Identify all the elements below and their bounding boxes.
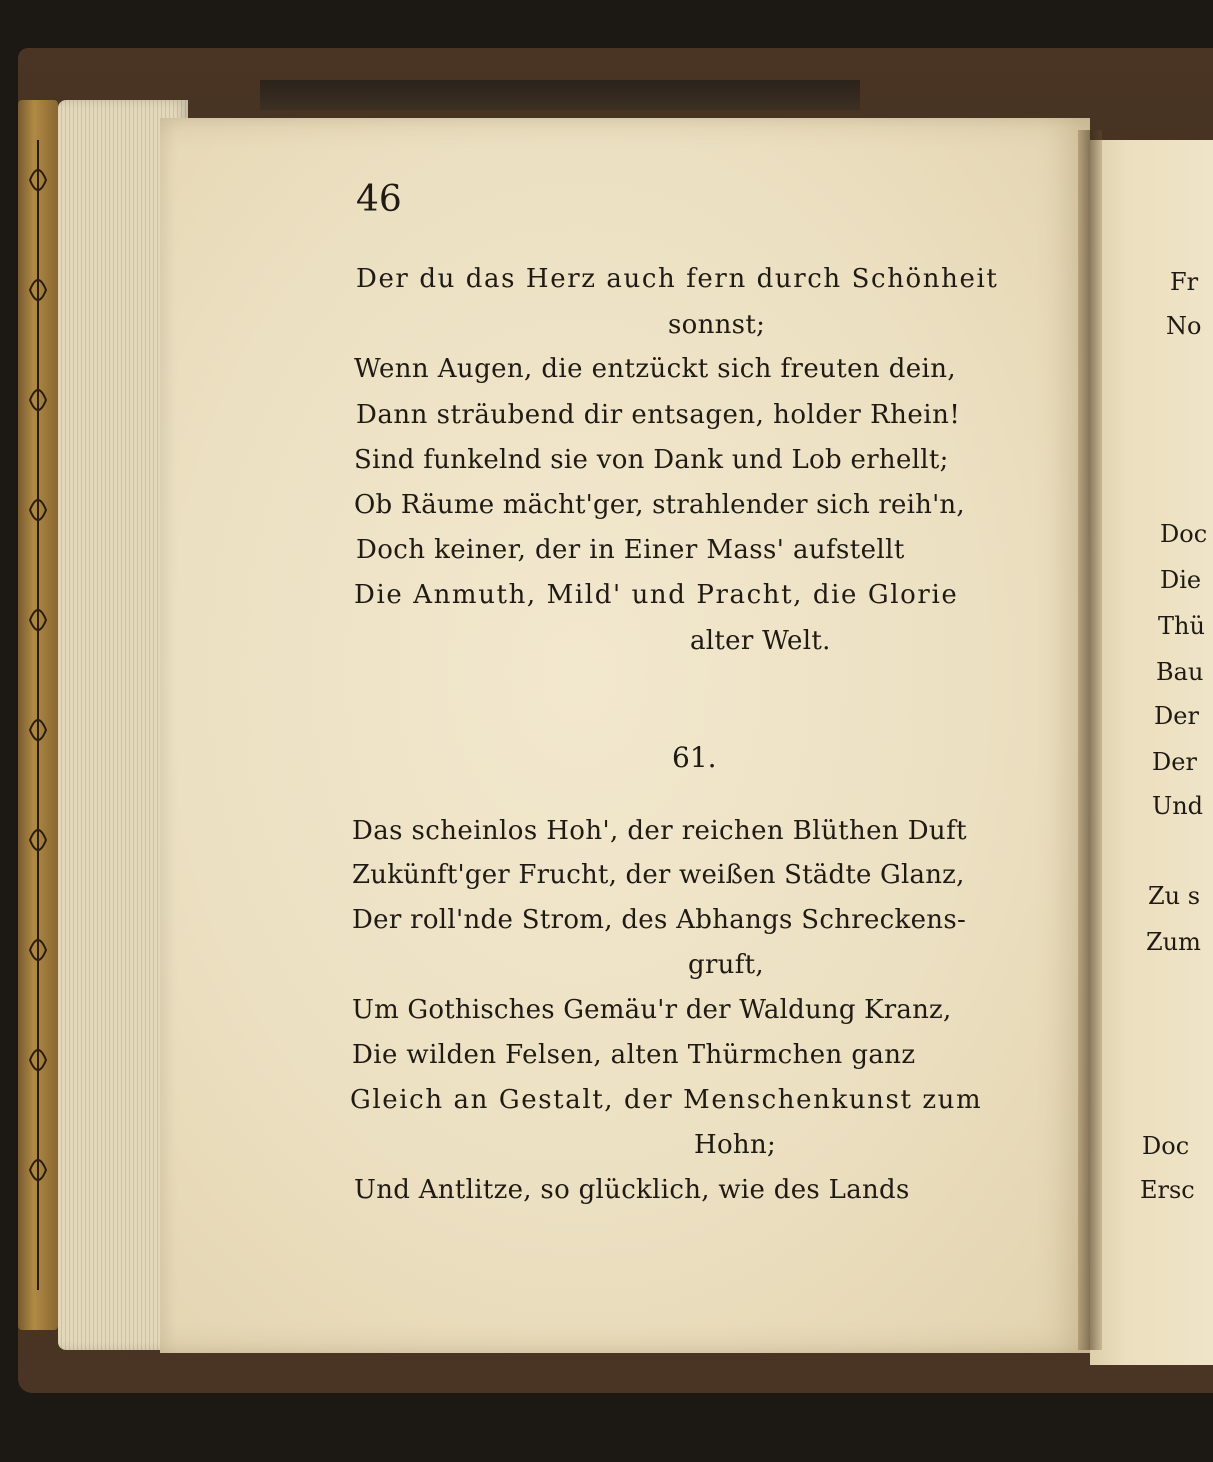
right-page-line: Fr xyxy=(1170,268,1199,296)
verse-line: Doch keiner, der in Einer Mass' aufstellt xyxy=(356,535,905,565)
right-page-line: Zu s xyxy=(1148,882,1201,910)
verse-line: Sind funkelnd sie von Dank und Lob erhellt; xyxy=(354,445,949,475)
verse-line: Gleich an Gestalt, der Menschenkunst zum xyxy=(350,1085,983,1115)
verse-line: Der roll'nde Strom, des Abhangs Schreckens- xyxy=(352,905,967,935)
verse-line: Die Anmuth, Mild' und Pracht, die Glorie xyxy=(354,580,959,610)
page-number: 46 xyxy=(356,179,402,220)
right-page-line: Thü xyxy=(1158,612,1205,640)
verse-line: Wenn Augen, die entzückt sich freuten dein, xyxy=(354,354,957,384)
right-page-line: Bau xyxy=(1156,658,1204,686)
verse-line: sonnst; xyxy=(668,310,766,340)
right-page-line: Und xyxy=(1152,792,1204,820)
headband xyxy=(260,80,860,110)
verse-line: Das scheinlos Hoh', der reichen Blüthen Duft xyxy=(352,816,967,846)
right-page-line: Ersc xyxy=(1140,1176,1195,1204)
stanza-number: 61. xyxy=(672,741,717,774)
verse-line: Die wilden Felsen, alten Thürmchen ganz xyxy=(352,1040,916,1070)
right-page-line: Die xyxy=(1160,566,1202,594)
verse-line: Zukünft'ger Frucht, der weißen Städte Glanz, xyxy=(352,860,965,890)
verse-line: Und Antlitze, so glücklich, wie des Lands xyxy=(354,1175,910,1205)
verse-line: Dann sträubend dir entsagen, holder Rhein! xyxy=(356,400,961,430)
right-page-line: Doc xyxy=(1142,1132,1190,1160)
verse-line: Ob Räume mächt'ger, strahlender sich reih'n, xyxy=(354,490,965,520)
right-page-line: Zum xyxy=(1146,928,1201,956)
right-page-line: No xyxy=(1166,312,1202,340)
left-page xyxy=(160,118,1090,1353)
verse-line: Hohn; xyxy=(694,1130,777,1160)
right-page-line: Doc xyxy=(1160,520,1208,548)
verse-line: gruft, xyxy=(688,950,764,980)
verse-line: alter Welt. xyxy=(690,626,831,656)
verse-line: Der du das Herz auch fern durch Schönheit xyxy=(356,264,999,294)
right-page-line: Der xyxy=(1154,702,1199,730)
spine-ornament-icon xyxy=(22,140,54,1290)
verse-line: Um Gothisches Gemäu'r der Waldung Kranz, xyxy=(352,995,952,1025)
right-page-line: Der xyxy=(1152,748,1197,776)
book-gutter xyxy=(1078,130,1102,1350)
